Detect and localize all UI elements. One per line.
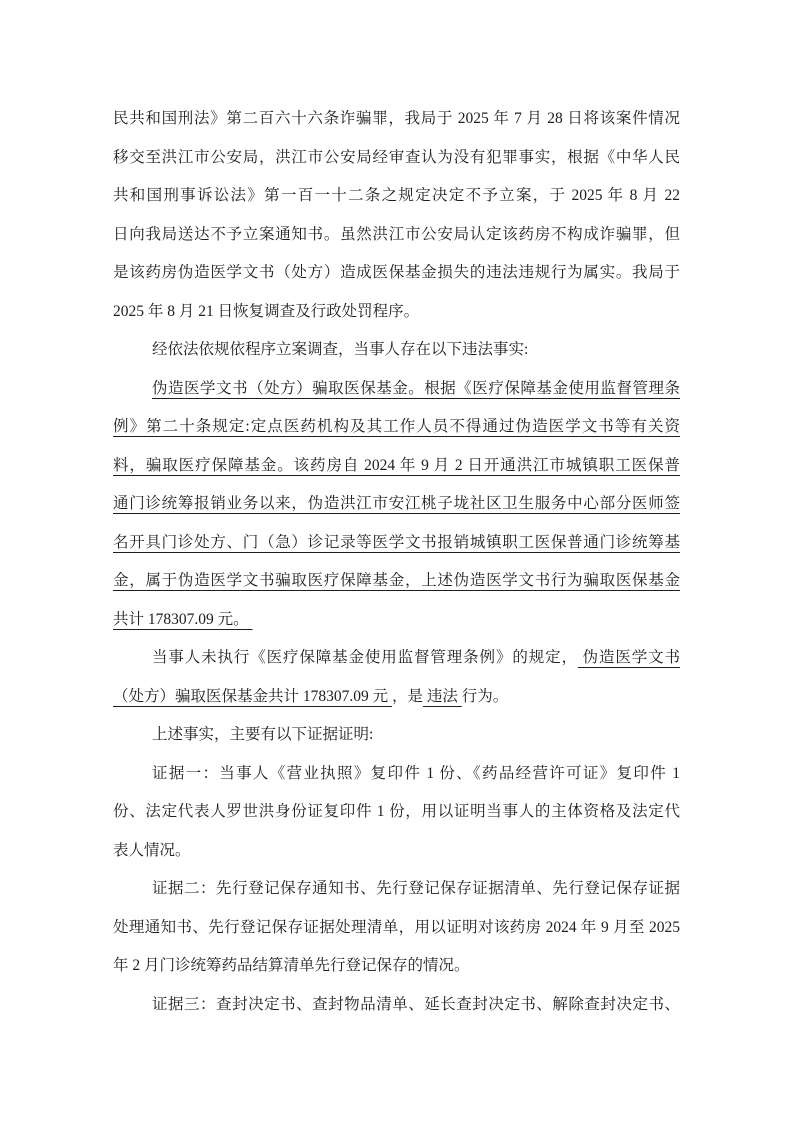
paragraph bbox=[113, 755, 680, 871]
underlined-text: 伪造医学文书（处方）骗取医保基金。根据《医疗保障基金使用监督管理条 bbox=[152, 379, 680, 397]
text-segment: 证据三：查封决定书、查封物品清单、延长查封决定书、解除查封决定书、 bbox=[152, 995, 680, 1013]
text-line bbox=[113, 485, 680, 524]
text-line bbox=[113, 177, 680, 216]
text-line bbox=[113, 870, 680, 909]
text-segment: 证据一：当事人《营业执照》复印件 1 份、《药品经营许可证》复印件 1 bbox=[152, 764, 680, 782]
paragraph bbox=[113, 331, 680, 370]
text-segment: 移交至洪江市公安局，洪江市公安局经审查认为没有犯罪事实，根据《中华人民 bbox=[113, 148, 680, 166]
underlined-text: 通门诊统筹报销业务以来，伪造洪江市安江桃子垅社区卫生服务中心部分医师签 bbox=[113, 495, 680, 512]
underlined-text: 共计 178307.09 元。 bbox=[113, 610, 253, 628]
text-segment: 年 2 月门诊统筹药品结算清单先行登记保存的情况。 bbox=[113, 957, 470, 974]
paragraph bbox=[113, 986, 680, 1025]
text-segment: 民共和国刑法》第二百六十六条诈骗罪，我局于 2025 年 7 月 28 日将该案件情况 bbox=[113, 110, 680, 127]
text-segment: 经依法依规依程序立案调查，当事人存在以下违法事实: bbox=[152, 341, 529, 358]
text-line bbox=[113, 793, 680, 832]
text-segment: 表人情况。 bbox=[113, 841, 191, 859]
text-line bbox=[113, 639, 680, 678]
text-line bbox=[113, 331, 680, 370]
underlined-text: 料，骗取医疗保障基金。该药房自 2024 年 9 月 2 日开通洪江市城镇职工医保普 bbox=[113, 456, 680, 474]
text-segment: 2025 年 8 月 21 日恢复调查及行政处罚程序。 bbox=[113, 302, 420, 320]
text-line bbox=[113, 408, 680, 447]
underlined-text: （处方）骗取医保基金共计 178307.09 元 bbox=[113, 687, 393, 705]
text-segment: 份、法定代表人罗世洪身份证复印件 1 份，用以证明当事人的主体资格及法定代 bbox=[113, 803, 680, 820]
paragraph bbox=[113, 100, 680, 331]
text-line bbox=[113, 832, 680, 871]
document-body bbox=[113, 100, 680, 1024]
text-line bbox=[113, 947, 680, 986]
text-line bbox=[113, 370, 680, 409]
underlined-text: 违法 bbox=[423, 687, 462, 705]
text-segment: 日向我局送达不予立案通知书。虽然洪江市公安局认定该药房不构成诈骗罪，但 bbox=[113, 225, 680, 243]
text-line bbox=[113, 524, 680, 563]
text-segment: ，是 bbox=[392, 687, 424, 705]
text-line bbox=[113, 447, 680, 486]
text-line bbox=[113, 755, 680, 794]
text-segment: 证据二：先行登记保存通知书、先行登记保存证据清单、先行登记保存证据 bbox=[152, 880, 680, 897]
underlined-text: 名开具门诊处方、门（急）诊记录等医学文书报销城镇职工医保普通门诊统筹基 bbox=[113, 533, 680, 551]
text-line bbox=[113, 678, 680, 717]
paragraph bbox=[113, 370, 680, 640]
paragraph bbox=[113, 639, 680, 716]
text-line bbox=[113, 562, 680, 601]
underlined-text: 伪造医学文书 bbox=[577, 649, 680, 666]
underlined-text: 金，属于伪造医学文书骗取医疗保障基金，上述伪造医学文书行为骗取医保基金 bbox=[113, 572, 680, 589]
text-line bbox=[113, 100, 680, 139]
text-line bbox=[113, 293, 680, 332]
text-line bbox=[113, 909, 680, 948]
text-line bbox=[113, 601, 680, 640]
text-segment: 处理通知书、先行登记保存证据处理清单，用以证明对该药房 2024 年 9 月至 2025 bbox=[113, 918, 680, 936]
text-segment: 共和国刑事诉讼法》第一百一十二条之规定决定不予立案，于 2025 年 8 月 22 bbox=[113, 187, 680, 204]
text-line bbox=[113, 986, 680, 1025]
text-segment: 行为。 bbox=[461, 687, 509, 705]
paragraph bbox=[113, 716, 680, 755]
text-segment: 上述事实，主要有以下证据证明: bbox=[152, 726, 374, 743]
text-segment: 当事人未执行《医疗保障基金使用监督管理条例》的规定， bbox=[152, 649, 578, 666]
text-line bbox=[113, 254, 680, 293]
text-line bbox=[113, 139, 680, 178]
underlined-text: 例》第二十条规定:定点医药机构及其工作人员不得通过伪造医学文书等有关资 bbox=[113, 418, 680, 435]
text-line bbox=[113, 716, 680, 755]
text-segment: 是该药房伪造医学文书（处方）造成医保基金损失的违法违规行为属实。我局于 bbox=[113, 264, 680, 281]
text-line bbox=[113, 216, 680, 255]
paragraph bbox=[113, 870, 680, 986]
